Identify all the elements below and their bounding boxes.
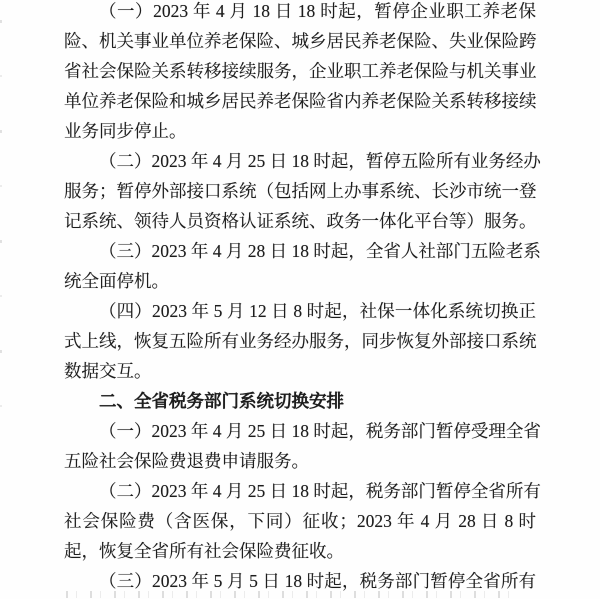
text-line: 统全面停机。 <box>64 271 169 291</box>
text-line: 式上线，恢复五险所有业务经办服务，同步恢复外部接口系统 <box>64 331 537 351</box>
text-line: 数据交互。 <box>64 361 152 381</box>
text-line: 服务；暂停外部接口系统（包括网上办事系统、长沙市统一登 <box>64 181 537 201</box>
clipped-text-line <box>66 591 522 598</box>
text-line: （二）2023 年 4 月 25 日 18 时起，暂停五险所有业务经办 <box>99 151 541 171</box>
text-line: 省社会保险关系转移接续服务，企业职工养老保险与机关事业 <box>64 61 537 81</box>
text-line: （一）2023 年 4 月 18 日 18 时起，暂停企业职工养老保 <box>99 1 536 21</box>
text-line: （三）2023 年 5 月 5 日 18 时起，税务部门暂停全省所有 <box>99 571 536 591</box>
scan-edge-artifact <box>0 20 2 440</box>
text-line: （一）2023 年 4 月 25 日 18 时起，税务部门暂停受理全省 <box>99 421 541 441</box>
text-line: 记系统、领待人员资格认证系统、政务一体化平台等）服务。 <box>64 211 537 231</box>
text-line: 五险社会保险费退费申请服务。 <box>64 451 309 471</box>
text-line: 社会保险费（含医保，下同）征收；2023 年 4 月 28 日 8 时 <box>64 511 536 531</box>
text-line: 起，恢复全省所有社会保险费征收。 <box>64 541 344 561</box>
text-line: 业务同步停止。 <box>64 121 187 141</box>
section-heading: 二、全省税务部门系统切换安排 <box>99 391 344 411</box>
text-line: （三）2023 年 4 月 28 日 18 时起，全省人社部门五险老系 <box>99 241 541 261</box>
text-line: （四）2023 年 5 月 12 日 8 时起，社保一体化系统切换正 <box>99 301 536 321</box>
text-line: （二）2023 年 4 月 25 日 18 时起，税务部门暂停全省所有 <box>99 481 541 501</box>
document-body <box>64 0 541 596</box>
text-line: 单位养老保险和城乡居民养老保险省内养老保险关系转移接续 <box>64 91 537 111</box>
text-line: 险、机关事业单位养老保险、城乡居民养老保险、失业保险跨 <box>64 31 537 51</box>
